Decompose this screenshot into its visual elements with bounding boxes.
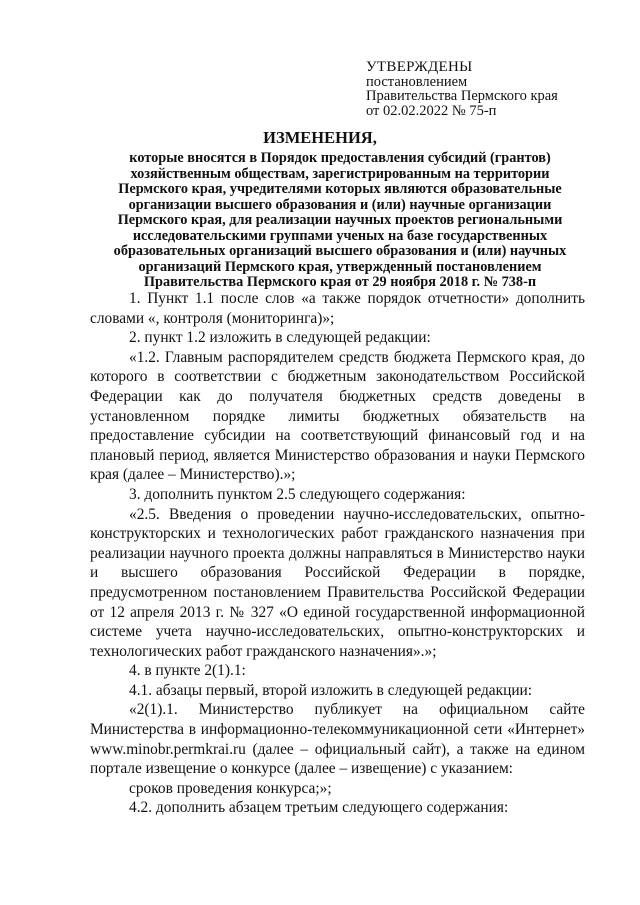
body-paragraph: 3. дополнить пунктом 2.5 следующего содержания:	[129, 485, 466, 503]
subtitle-line: Пермского края, учредителями которых являются образовательные	[118, 181, 562, 197]
body-paragraph: «2.5. Введения о проведении научно-исследовательских, опытно-конструкторских и технологических работ гражданского назначения при реализации научного проекта должны направляться в Министерство науки и высшего образования Российской Федерации в порядке, предусмотренном постановлением Правительства Российской Федерации от 12 апреля 2013 г. № 327 «О единой государственной информационной системе учета научно-исследовательских, опытно-конструкторских и технологических работ гражданского назначения».»;	[90, 505, 585, 660]
approval-line: постановлением	[366, 73, 468, 90]
approval-stamp	[366, 60, 558, 118]
document-subtitle	[60, 151, 620, 291]
subtitle-line: Пермского края, для реализации научных проектов региональными	[117, 212, 563, 228]
approval-heading: УТВЕРЖДЕНЫ	[366, 59, 473, 75]
approval-line: Правительства Пермского края	[366, 88, 558, 104]
body-paragraph: 4. в пункте 2(1).1:	[129, 662, 246, 680]
body-paragraph: сроков проведения конкурса;»;	[129, 779, 332, 797]
body-paragraph: «1.2. Главным распорядителем средств бюджета Пермского края, до которого в соответствии с бюджетным законодательством Российской Федерации как до получателя бюджетных средств доведены в установленном порядке лимиты бюджетных обязательств на предоставление субсидии на соответствующий финансовый год и на плановый период, является Министерство образования и науки Пермского края (далее – Министерство).»;	[90, 348, 585, 484]
subtitle-line: хозяйственным обществам, зарегистрированным на территории	[130, 165, 550, 182]
subtitle-line: образовательных организаций высшего образования и (или) научных	[113, 243, 567, 259]
document-title: ИЗМЕНЕНИЯ,	[263, 128, 377, 147]
body-paragraph: 2. пункт 1.2 изложить в следующей редакции:	[129, 329, 431, 347]
subtitle-line: исследовательскими группами ученых на базе государственных	[132, 227, 548, 244]
body-paragraph: «2(1).1. Министерство публикует на официальном сайте Министерства в информационно-телекоммуникационной сети «Интернет» www.minobr.permkrai.ru (далее – официальный сайт), а также на едином портале извещение о конкурсе (далее – извещение) с указанием:	[90, 701, 585, 778]
approval-line: от 02.02.2022 № 75-п	[366, 102, 497, 119]
subtitle-line: Правительства Пермского края от 29 ноября 2018 г. № 738-п	[143, 274, 537, 290]
subtitle-line: организации высшего образования и (или) научные организации	[128, 196, 552, 213]
document-body	[90, 289, 585, 818]
body-paragraph: 4.2. дополнить абзацем третьим следующего содержания:	[129, 799, 509, 817]
body-paragraph: 4.1. абзацы первый, второй изложить в следующей редакции:	[129, 681, 533, 699]
subtitle-line: организаций Пермского края, утвержденный постановлением	[138, 258, 542, 275]
body-paragraph: 1. Пункт 1.1 после слов «а также порядок отчетности» дополнить словами «, контроля (мониторинга)»;	[90, 290, 585, 327]
subtitle-line: которые вносятся в Порядок предоставления субсидий (грантов)	[129, 150, 551, 166]
